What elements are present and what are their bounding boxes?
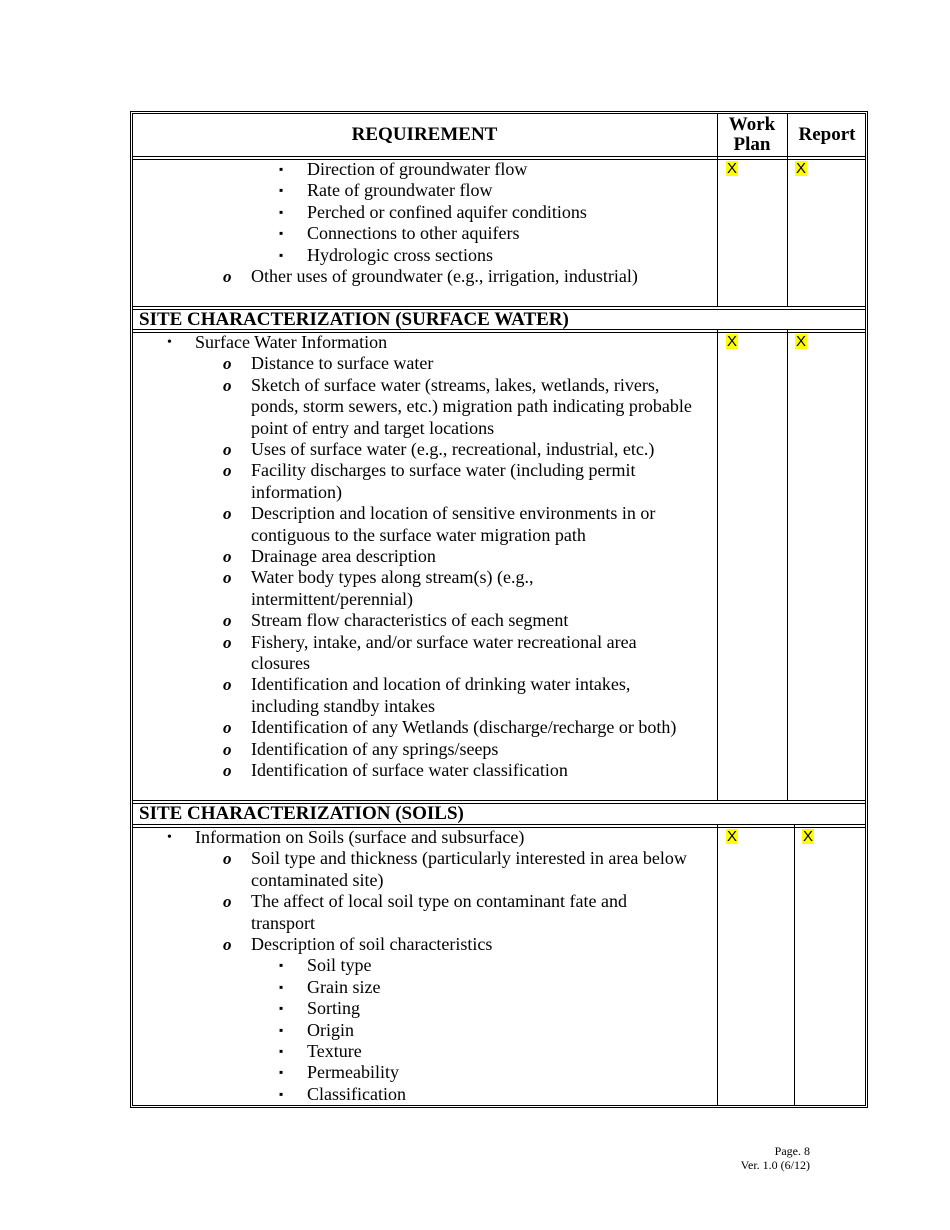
bullet-circle-icon: o: [223, 632, 232, 652]
list-item: Rate of groundwater flow: [307, 180, 493, 201]
row-rule: [132, 824, 866, 825]
page-number: Page. 8: [774, 1144, 810, 1158]
list-item: Surface Water Information: [195, 332, 388, 352]
list-item: Description and location of sensitive environments in or: [251, 503, 656, 524]
bullet-circle-icon: o: [223, 568, 232, 588]
list-item: Other uses of groundwater (e.g., irrigation, industrial): [251, 266, 638, 286]
list-item: Identification of any Wetlands (discharge/recharge or both): [251, 717, 677, 738]
work-plan-mark: X: [727, 333, 738, 350]
bullet-square-icon: ▪: [279, 1065, 284, 1080]
bullet-circle-icon: o: [223, 718, 232, 738]
bullet-circle-icon: o: [223, 267, 232, 286]
work-plan-mark: X: [727, 160, 738, 177]
column-divider: [717, 113, 718, 307]
bullet-square-icon: ▪: [279, 1044, 284, 1058]
column-divider: [787, 330, 788, 801]
bullet-circle-icon: o: [223, 935, 232, 954]
bullet-square-icon: ▪: [279, 162, 284, 176]
list-item: Identification of surface water classification: [251, 760, 568, 780]
list-item: Permeability: [307, 1062, 399, 1083]
requirements-table: [130, 111, 868, 1108]
row-rule: [132, 306, 866, 307]
list-item: Identification and location of drinking water intakes,: [251, 674, 631, 695]
list-item: Sorting: [307, 998, 361, 1019]
bullet-circle-icon: o: [223, 440, 232, 459]
list-item: Perched or confined aquifer conditions: [307, 201, 587, 222]
bullet-circle-icon: o: [223, 461, 232, 481]
list-item: Information on Soils (surface and subsurface): [195, 827, 525, 847]
list-item: Drainage area description: [251, 546, 436, 566]
list-item: contaminated site): [251, 869, 384, 890]
header-report: Report: [798, 124, 856, 145]
list-item: Facility discharges to surface water (including permit: [251, 460, 636, 481]
bullet-dot-icon: •: [167, 830, 172, 845]
list-item: ponds, storm sewers, etc.) migration path indicating probable: [251, 396, 692, 417]
bullet-square-icon: ▪: [279, 183, 284, 198]
bullet-circle-icon: o: [223, 547, 232, 566]
list-item: Hydrologic cross sections: [307, 244, 493, 265]
list-item: Fishery, intake, and/or surface water recreational area: [251, 631, 637, 652]
bullet-circle-icon: o: [223, 761, 232, 780]
bullet-circle-icon: o: [223, 504, 232, 524]
bullet-circle-icon: o: [223, 849, 232, 869]
list-item: Connections to other aquifers: [307, 223, 520, 244]
bullet-circle-icon: o: [223, 611, 232, 631]
bullet-circle-icon: o: [223, 354, 232, 374]
bullet-square-icon: ▪: [279, 958, 284, 973]
list-item: Uses of surface water (e.g., recreational, industrial, etc.): [251, 439, 655, 459]
list-item: including standby intakes: [251, 695, 435, 716]
report-mark: X: [803, 828, 814, 845]
bullet-circle-icon: o: [223, 739, 232, 759]
header-work-plan: Work Plan: [728, 114, 776, 155]
list-item: Classification: [307, 1083, 406, 1104]
list-item: Identification of any springs/seeps: [251, 738, 499, 759]
bullet-square-icon: ▪: [279, 1086, 284, 1101]
bullet-square-icon: ▪: [279, 204, 284, 219]
header-requirement: REQUIREMENT: [351, 124, 498, 145]
bullet-circle-icon: o: [223, 375, 232, 395]
bullet-square-icon: ▪: [279, 979, 284, 994]
bullet-square-icon: ▪: [279, 1001, 284, 1016]
row-rule: [132, 800, 866, 801]
list-item: Grain size: [307, 976, 381, 997]
report-mark: X: [796, 333, 807, 350]
list-item: Stream flow characteristics of each segment: [251, 610, 569, 631]
bullet-square-icon: ▪: [279, 247, 284, 262]
list-item: Soil type and thickness (particularly interested in area below: [251, 848, 687, 869]
section-title-surface-water: SITE CHARACTERIZATION (SURFACE WATER): [139, 309, 569, 330]
bullet-square-icon: ▪: [279, 226, 284, 241]
list-item: point of entry and target locations: [251, 417, 495, 438]
row-rule: [132, 156, 866, 157]
list-item: intermittent/perennial): [251, 588, 413, 609]
bullet-circle-icon: o: [223, 892, 232, 912]
column-divider: [794, 825, 795, 1106]
list-item: closures: [251, 653, 310, 673]
list-item: information): [251, 481, 342, 502]
bullet-circle-icon: o: [223, 675, 232, 695]
column-divider: [717, 825, 718, 1106]
list-item: Description of soil characteristics: [251, 934, 493, 954]
work-plan-mark: X: [727, 828, 738, 845]
column-divider: [717, 330, 718, 801]
report-mark: X: [796, 160, 807, 177]
bullet-square-icon: ▪: [279, 1022, 284, 1037]
section-title-soils: SITE CHARACTERIZATION (SOILS): [139, 803, 464, 824]
list-item: Soil type: [307, 955, 372, 976]
list-item: Texture: [307, 1041, 362, 1061]
list-item: Direction of groundwater flow: [307, 159, 528, 179]
bullet-dot-icon: •: [167, 335, 172, 350]
list-item: Water body types along stream(s) (e.g.,: [251, 567, 534, 588]
list-item: Sketch of surface water (streams, lakes, wetlands, rivers,: [251, 374, 660, 395]
version-label: Ver. 1.0 (6/12): [740, 1158, 810, 1172]
list-item: Distance to surface water: [251, 353, 434, 374]
list-item: Origin: [307, 1019, 354, 1040]
list-item: contiguous to the surface water migration path: [251, 524, 586, 545]
list-item: The affect of local soil type on contaminant fate and: [251, 891, 628, 912]
list-item: transport: [251, 912, 315, 933]
